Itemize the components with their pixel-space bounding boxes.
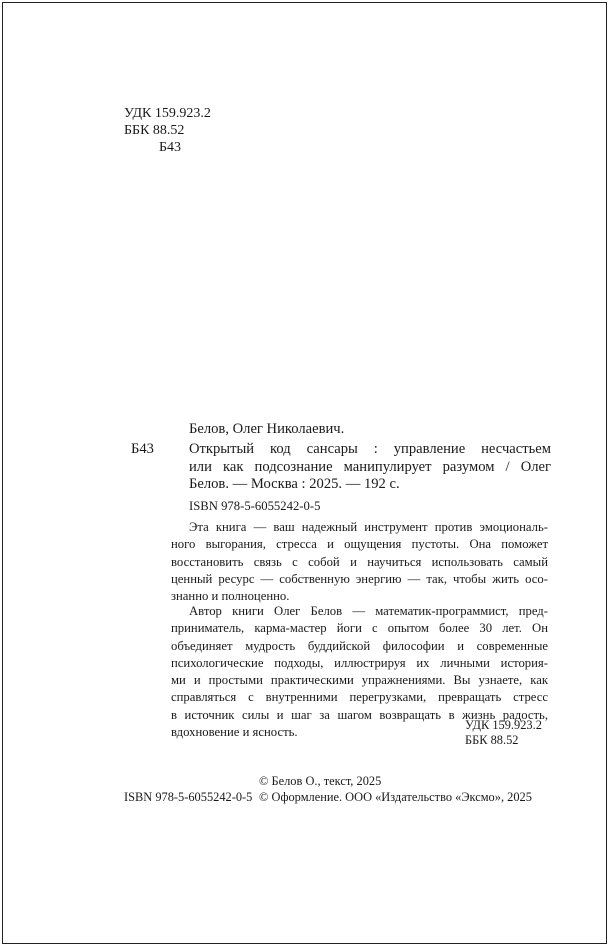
- isbn-imprint: ISBN 978-5-6055242-0-5: [124, 790, 253, 804]
- annotation-line: ного выгорания, стресса и ощущения пустоты. Она поможет: [171, 537, 548, 552]
- annotation-line: Эта книга — ваш надежный инструмент против эмоциональ-: [189, 520, 548, 534]
- copyright-text: © Белов О., текст, 2025: [259, 774, 382, 788]
- isbn-record: ISBN 978-5-6055242-0-5: [189, 499, 321, 513]
- annotation-line: знанно и полноценно.: [171, 589, 290, 604]
- annotation-line: вдохновение и ясность.: [171, 725, 298, 740]
- annotation-line: ми и простыми практическими упражнениями. Вы узнаете, как: [171, 673, 548, 688]
- book-page: [2, 2, 607, 944]
- author-mark-top: Б43: [159, 140, 182, 155]
- annotation-line: объединяет мудрость буддийской философии и современные: [171, 638, 548, 653]
- annotation-line: приниматель, карма-мастер йоги с опытом более 30 лет. Он: [171, 621, 548, 636]
- annotation-line: Автор книги Олег Белов — математик-программист, пред-: [189, 604, 548, 618]
- title-line: Белов. — Москва : 2025. — 192 с.: [189, 476, 400, 492]
- author-heading: Белов, Олег Николаевич.: [189, 421, 345, 437]
- annotation-paragraph-1: [171, 519, 548, 605]
- udk-code-bottom: УДК 159.923.2: [465, 718, 542, 732]
- author-mark: Б43: [131, 441, 154, 457]
- bbk-code-top: ББК 88.52: [124, 123, 185, 138]
- annotation-line: ценный ресурс — собственную энергию — так, чтобы жить осо-: [171, 571, 548, 586]
- annotation-line: восстановить связь с собой и научиться использовать самый: [171, 554, 548, 569]
- annotation-line: психологические подходы, иллюстрируя их личными история-: [171, 655, 548, 670]
- udk-code-top: УДК 159.923.2: [124, 106, 211, 121]
- annotation-line: справляться с внутренними перегрузками, превращать стресс: [171, 690, 548, 705]
- copyright-design: © Оформление. ООО «Издательство «Эксмо», 2025: [259, 790, 532, 804]
- title-block: [189, 441, 551, 494]
- annotation-line: в источник силы и шаг за шагом возвращать в жизнь радость,: [171, 707, 548, 722]
- title-line: Открытый код сансары : управление несчастьем: [189, 441, 551, 457]
- title-line: или как подсознание манипулирует разумом / Олег: [189, 458, 551, 475]
- bbk-code-bottom: ББК 88.52: [465, 733, 519, 747]
